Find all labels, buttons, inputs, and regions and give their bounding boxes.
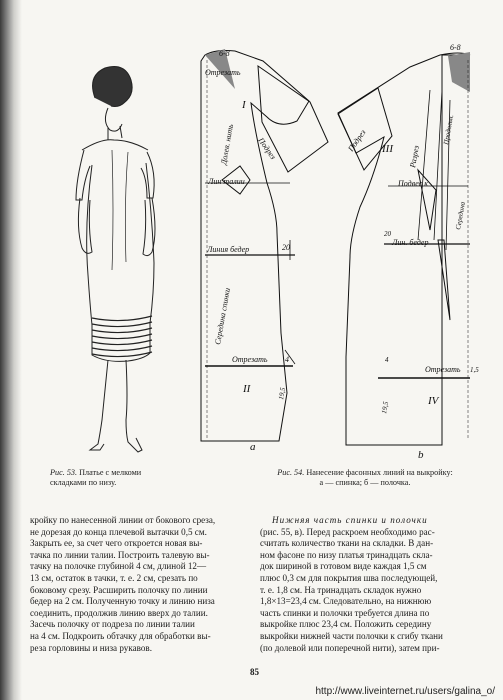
label-otrezat-top: Отрезать <box>205 68 241 77</box>
label-otrezat-a: Отрезать <box>232 355 268 364</box>
text-line: Закрыть ее, за счет чего откроется новая вы- <box>30 538 203 549</box>
label-liniya-beder-a: Линия бедер <box>207 245 250 254</box>
dress-illustration <box>76 67 155 453</box>
label-podrez-a: Подрез <box>256 135 278 162</box>
label-dolev-nit: Долев. нить <box>219 123 236 166</box>
text-line: бедер на 2 см. Полученную точку и линию низа <box>30 596 215 607</box>
text-line: не дорезая до конца плечевой вытачки 0,5 см. <box>30 526 207 537</box>
label-prodolny: Продольн. <box>442 114 456 146</box>
text-line: реза горловины и низа рукавов. <box>30 642 152 653</box>
text-line: боковому срезу. Расширить полочку по линии <box>30 584 208 595</box>
label-podrez-b: Подрез <box>346 128 368 154</box>
text-line: считать количество ткани на складки. В дан- <box>260 538 434 549</box>
caption-figure-53 <box>50 468 160 488</box>
text-line: тачка по линии талии. Построить талевую вы- <box>30 549 210 560</box>
label-15: 1,5 <box>470 366 479 374</box>
body-column-left <box>30 515 252 654</box>
caption-54-line2: а — спинка; б — полочка. <box>319 478 411 487</box>
text-line: Нижняя часть спинки и полочки <box>272 515 428 525</box>
label-a: a <box>250 441 256 453</box>
text-line: плюс 0,3 см для покрытия шва последующей, <box>260 572 438 583</box>
text-line: тачку на полочке глубиной 4 см, длиной 12— <box>30 561 207 572</box>
page-number: 85 <box>250 667 259 677</box>
text-line: выкройке плюс 23,4 см. Положить середину <box>260 619 432 630</box>
label-4-a: 4 <box>285 355 289 364</box>
label-195-a: 19,5 <box>277 386 288 401</box>
label-roman-4: IV <box>428 395 439 407</box>
label-lin-beder-b: Лин. бедер <box>392 238 429 247</box>
caption-54-number: Рис. 54. <box>277 468 305 477</box>
text-line: на 4 см. Подкроить обтачку для обработки вы- <box>30 630 211 641</box>
label-razrez: Разрез <box>408 144 421 169</box>
label-4-b: 4 <box>385 356 389 364</box>
caption-figure-54 <box>245 468 485 488</box>
label-measure-a: 6-8 <box>219 49 230 58</box>
label-roman-1: I <box>242 99 246 111</box>
label-otrezat-b: Отрезать <box>425 365 461 374</box>
caption-53-text: Платье с мелкоми складками по низу. <box>50 468 142 487</box>
label-seredina-b: Середина <box>454 201 467 231</box>
text-line: Засечь полочку от подреза по линии талии <box>30 619 195 630</box>
label-20-b: 20 <box>384 230 391 238</box>
text-line: кройку по нанесенной линии от бокового среза, <box>30 515 216 525</box>
text-line: часть спинки и полочки требуется длина по <box>260 607 430 618</box>
text-line: ном фасоне по низу платья тринадцать скла- <box>260 549 433 560</box>
label-roman-3: III <box>382 143 393 155</box>
label-seredina-spinki: Середина спинки <box>213 287 232 346</box>
text-line: т. е. 1,8 см. На тринадцать складок нужно <box>260 584 422 595</box>
text-line: 1,8×13=23,4 см. Следовательно, на нижнюю <box>260 596 432 607</box>
caption-54-text: Нанесение фасонных линий на выкройку: <box>306 468 453 477</box>
source-url-watermark: http://www.liveinternet.ru/users/galina_o/ <box>315 686 495 697</box>
label-lin-talii: Лин талии <box>208 177 245 186</box>
text-line: 13 см, остаток в тачки, т. е. 2 см, срезать по <box>30 572 198 583</box>
text-line: выкройки нижней части полочки к сгибу ткани <box>260 630 443 641</box>
text-line: (рис. 55, в). Перед раскроем необходимо рас- <box>260 526 435 537</box>
label-195-b: 19,5 <box>380 400 391 415</box>
text-line: (по долевой или поперечной нити), затем при- <box>260 642 440 653</box>
label-measure-b: 6-8 <box>450 43 461 52</box>
caption-53-number: Рис. 53. <box>50 468 78 477</box>
text-line: соединить, продолжив линию вверх до талии. <box>30 607 208 618</box>
label-roman-2: II <box>243 383 251 395</box>
body-column-right <box>260 515 486 654</box>
label-podvesk: Подвес к <box>398 179 428 188</box>
label-b: b <box>418 449 424 461</box>
text-line: док шириной в готовом виде каждая 1,5 см <box>260 561 427 572</box>
label-20-a: 20 <box>282 243 290 252</box>
pattern-b-front <box>338 52 470 445</box>
